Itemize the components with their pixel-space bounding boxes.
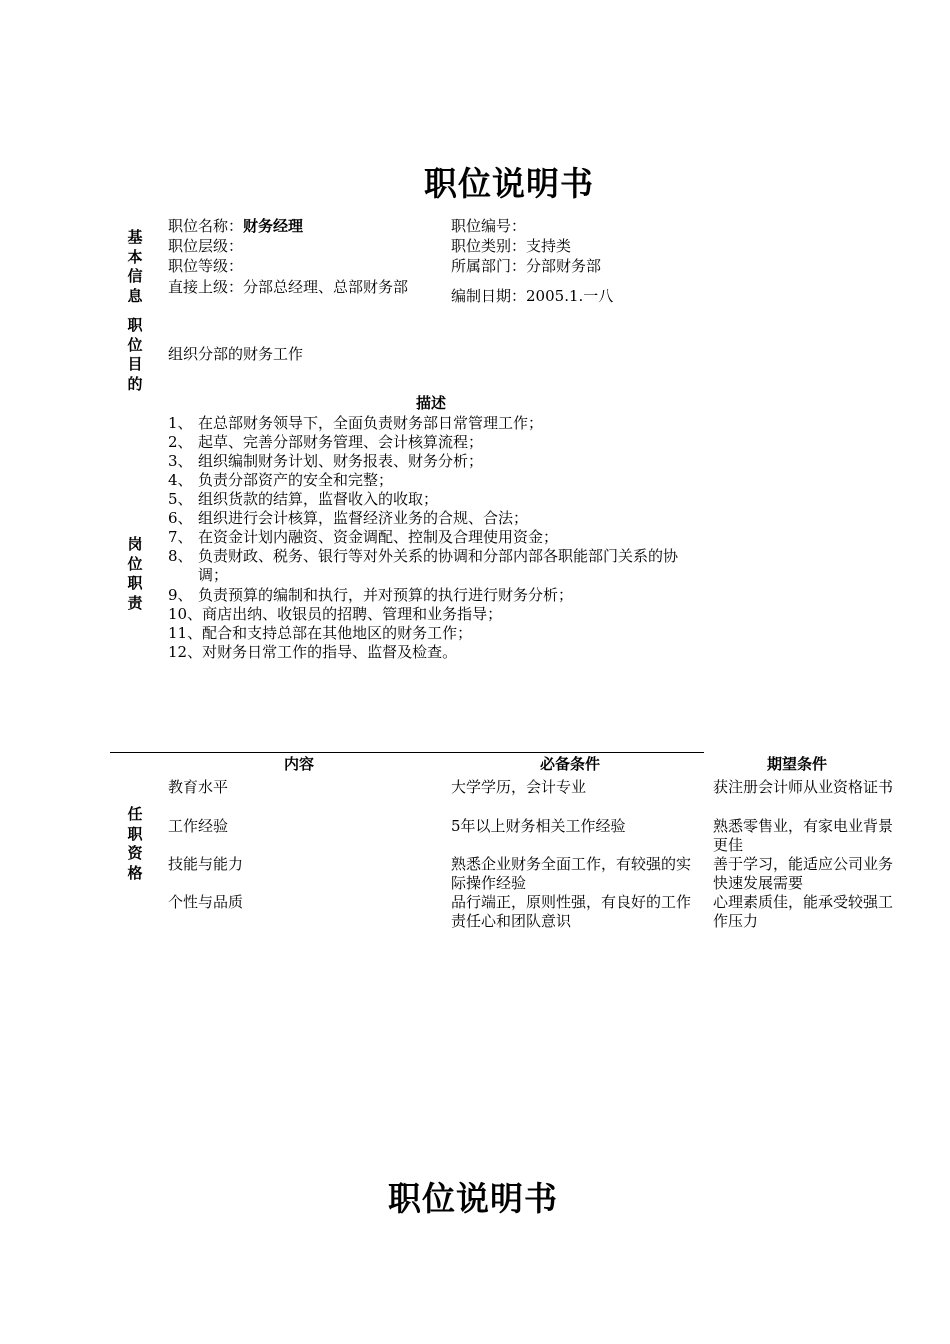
duty-item: 5、 组织货款的结算，监督收入的收取；: [168, 490, 439, 508]
duty-item: 3、 组织编制财务计划、财务报表、财务分析；: [168, 452, 484, 470]
duty-item: 6、 组织进行会计核算，监督经济业务的合规、合法；: [168, 509, 529, 527]
qual-content-cell: 技能与能力: [168, 855, 244, 873]
job-level-field: 职位层级：: [168, 237, 244, 255]
qual-content-cell: 个性与品质: [168, 893, 244, 911]
qual-required-cell: 品行端正，原则性强，有良好的工作责任心和团队意识: [451, 893, 692, 930]
page-title: 职位说明书: [424, 164, 594, 203]
qual-required-cell: 大学学历，会计专业: [451, 778, 587, 796]
duty-item: 1、 在总部财务领导下，全面负责财务部日常管理工作；: [168, 414, 544, 432]
duty-item: 9、 负责预算的编制和执行，并对预算的执行进行财务分析；: [168, 586, 574, 604]
duty-item: 10、商店出纳、收银员的招聘、管理和业务指导；: [168, 605, 503, 623]
qual-content-cell: 工作经验: [168, 817, 229, 835]
job-name-field: 职位名称：财务经理: [168, 217, 304, 235]
section-label-purpose: 职 位 目 的: [127, 316, 143, 393]
qual-header-expected: 期望条件: [767, 755, 828, 773]
department-field: 所属部门：分部财务部: [451, 257, 602, 275]
duty-item: 12、对财务日常工作的指导、监督及检查。: [168, 643, 458, 661]
section-label-duties: 岗 位 职 责: [127, 535, 143, 612]
duty-item: 7、 在资金计划内融资、资金调配、控制及合理使用资金；: [168, 528, 559, 546]
duty-item: 8、 负责财政、税务、银行等对外关系的协调和分部内部各职能部门关系的协调；: [168, 547, 679, 584]
qual-header-content: 内容: [284, 755, 315, 773]
section-label-qualifications: 任 职 资 格: [127, 805, 143, 882]
qual-required-cell: 5年以上财务相关工作经验: [451, 817, 626, 835]
qual-header-required: 必备条件: [540, 755, 601, 773]
qual-expected-cell: 熟悉零售业，有家电业背景更佳: [713, 817, 894, 854]
job-code-field: 职位编号：: [451, 217, 527, 235]
section-label-basic-info: 基 本 信 息: [127, 228, 143, 305]
purpose-text: 组织分部的财务工作: [168, 345, 304, 363]
qual-content-cell: 教育水平: [168, 778, 229, 796]
job-grade-field: 职位等级：: [168, 257, 244, 275]
qual-required-cell: 熟悉企业财务全面工作，有较强的实际操作经验: [451, 855, 692, 892]
duty-item: 4、 负责分部资产的安全和完整；: [168, 471, 394, 489]
superior-field: 直接上级：分部总经理、总部财务部: [168, 278, 409, 296]
job-category-field: 职位类别：支持类: [451, 237, 572, 255]
qual-expected-cell: 善于学习，能适应公司业务快速发展需要: [713, 855, 894, 892]
table-divider: [110, 752, 704, 753]
duty-item: 2、 起草、完善分部财务管理、会计核算流程；: [168, 433, 484, 451]
duty-item: 11、配合和支持总部在其他地区的财务工作；: [168, 624, 473, 642]
date-field: 编制日期：2005.1.一八: [451, 287, 614, 305]
qual-expected-cell: 获注册会计师从业资格证书: [713, 778, 894, 796]
qual-expected-cell: 心理素质佳，能承受较强工作压力: [713, 893, 894, 930]
duties-header: 描述: [416, 394, 447, 412]
next-page-title: 职位说明书: [388, 1179, 558, 1218]
